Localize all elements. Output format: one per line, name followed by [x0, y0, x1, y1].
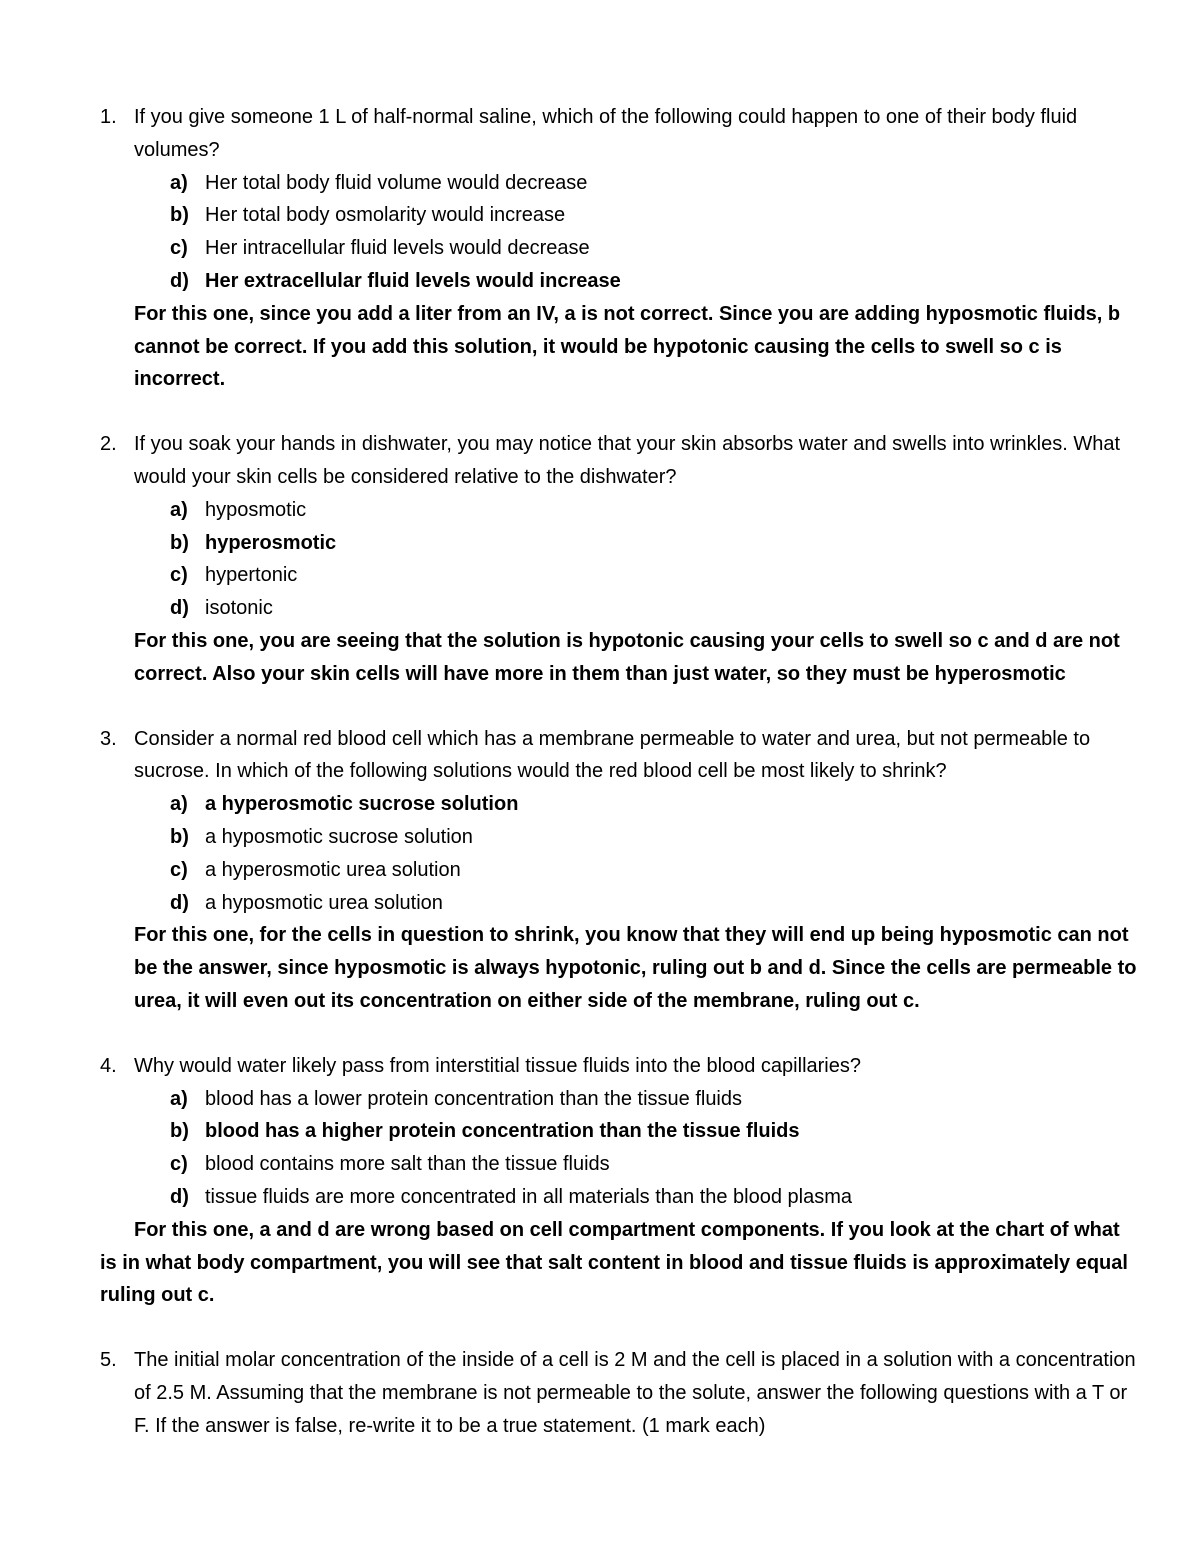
option-letter: c) [170, 858, 188, 881]
answer-option-a [170, 1083, 1140, 1116]
answer-option-b [170, 199, 1140, 232]
option-text: Her intracellular fluid levels would decrease [205, 237, 590, 260]
answer-option-d [170, 887, 1140, 920]
option-letter: b) [170, 825, 189, 848]
option-text-correct: hyperosmotic [205, 531, 337, 554]
question-text: Why would water likely pass from interstitial tissue fluids into the blood capillaries? [134, 1054, 861, 1077]
option-letter: d) [170, 1185, 189, 1208]
option-text: a hyperosmotic urea solution [205, 858, 461, 881]
question-number: 4. [100, 1054, 117, 1077]
question-number: 3. [100, 727, 117, 750]
option-letter: b) [170, 1120, 189, 1143]
answer-option-c [170, 559, 1140, 592]
option-text: Her total body osmolarity would increase [205, 204, 566, 227]
option-text-correct: Her extracellular fluid levels would increase [205, 269, 621, 292]
answer-option-d [170, 592, 1140, 625]
answer-option-c [170, 1148, 1140, 1181]
option-letter: d) [170, 597, 189, 620]
option-letter: b) [170, 204, 189, 227]
option-text: a hyposmotic urea solution [205, 891, 443, 914]
question-1 [100, 101, 1140, 396]
option-letter: d) [170, 269, 189, 292]
answer-explanation: For this one, you are seeing that the solution is hypotonic causing your cells to swell so c and d are not correct. Also your skin cells will have more in them than just water, so they must be hyperosmotic [134, 629, 1120, 685]
option-text: hypertonic [205, 564, 298, 587]
answer-option-d [170, 265, 1140, 298]
option-letter: a) [170, 498, 188, 521]
option-text: blood contains more salt than the tissue fluids [205, 1153, 610, 1176]
question-text: If you give someone 1 L of half-normal saline, which of the following could happen to one of their body fluid volumes? [134, 106, 1078, 161]
question-text: Consider a normal red blood cell which has a membrane permeable to water and urea, but not permeable to sucrose. In which of the following solutions would the red blood cell be most likely to shrink? [134, 727, 1091, 783]
option-letter: c) [170, 237, 188, 260]
answer-option-c [170, 232, 1140, 265]
option-letter: c) [170, 564, 188, 587]
answer-option-c [170, 854, 1140, 887]
option-text-correct: a hyperosmotic sucrose solution [205, 793, 519, 816]
question-number: 1. [100, 106, 117, 128]
answer-explanation: For this one, since you add a liter from an IV, a is not correct. Since you are adding hyposmotic fluids, b cannot be correct. If you add this solution, it would be hypotonic causing the cells to swell so c is incorrect. [134, 302, 1121, 391]
answer-options [170, 167, 1140, 298]
option-letter: a) [170, 171, 188, 194]
answer-option-b [170, 821, 1140, 854]
answer-option-a [170, 788, 1140, 821]
question-2 [100, 428, 1140, 690]
option-text: a hyposmotic sucrose solution [205, 825, 473, 848]
option-letter: a) [170, 1087, 188, 1110]
option-letter: c) [170, 1153, 188, 1176]
question-number: 5. [100, 1349, 117, 1372]
question-3 [100, 723, 1140, 1018]
option-text: Her total body fluid volume would decrease [205, 171, 588, 194]
question-4 [100, 1050, 1140, 1312]
option-text: blood has a lower protein concentration than the tissue fluids [205, 1087, 743, 1110]
question-text: The initial molar concentration of the inside of a cell is 2 M and the cell is placed in a solution with a concentration of 2.5 M. Assuming that the membrane is not permeable to the solute, answer the following questions with a T or F. If the answer is false, re-write it to be a true statement. (1 mark each) [134, 1349, 1136, 1437]
answer-explanation: For this one, for the cells in question to shrink, you know that they will end up being hyposmotic can not be the answer, since hyposmotic is always hypotonic, ruling out b and d. Since the cells are permeable to urea, it will even out its concentration on either side of the membrane, ruling out c. [134, 924, 1137, 1012]
option-letter: b) [170, 531, 189, 554]
answer-options [170, 1083, 1140, 1214]
option-text: tissue fluids are more concentrated in all materials than the blood plasma [205, 1185, 853, 1208]
option-letter: a) [170, 793, 188, 816]
question-number: 2. [100, 433, 117, 456]
option-text: hyposmotic [205, 498, 307, 521]
option-letter: d) [170, 891, 189, 914]
answer-explanation: For this one, a and d are wrong based on cell compartment components. If you look at the chart of what is in what body compartment, you will see that salt content in blood and tissue fluids is approximately equal ruling out c. [100, 1218, 1128, 1307]
option-text-correct: blood has a higher protein concentration than the tissue fluids [205, 1120, 800, 1143]
answer-option-b [170, 527, 1140, 560]
answer-option-a [170, 167, 1140, 200]
answer-options [170, 788, 1140, 919]
answer-option-a [170, 494, 1140, 527]
option-text: isotonic [205, 597, 273, 620]
answer-options [170, 494, 1140, 625]
question-text: If you soak your hands in dishwater, you may notice that your skin absorbs water and swells into wrinkles. What would your skin cells be considered relative to the dishwater? [134, 433, 1121, 488]
answer-option-d [170, 1181, 1140, 1214]
answer-option-b [170, 1115, 1140, 1148]
question-5 [100, 1344, 1140, 1442]
